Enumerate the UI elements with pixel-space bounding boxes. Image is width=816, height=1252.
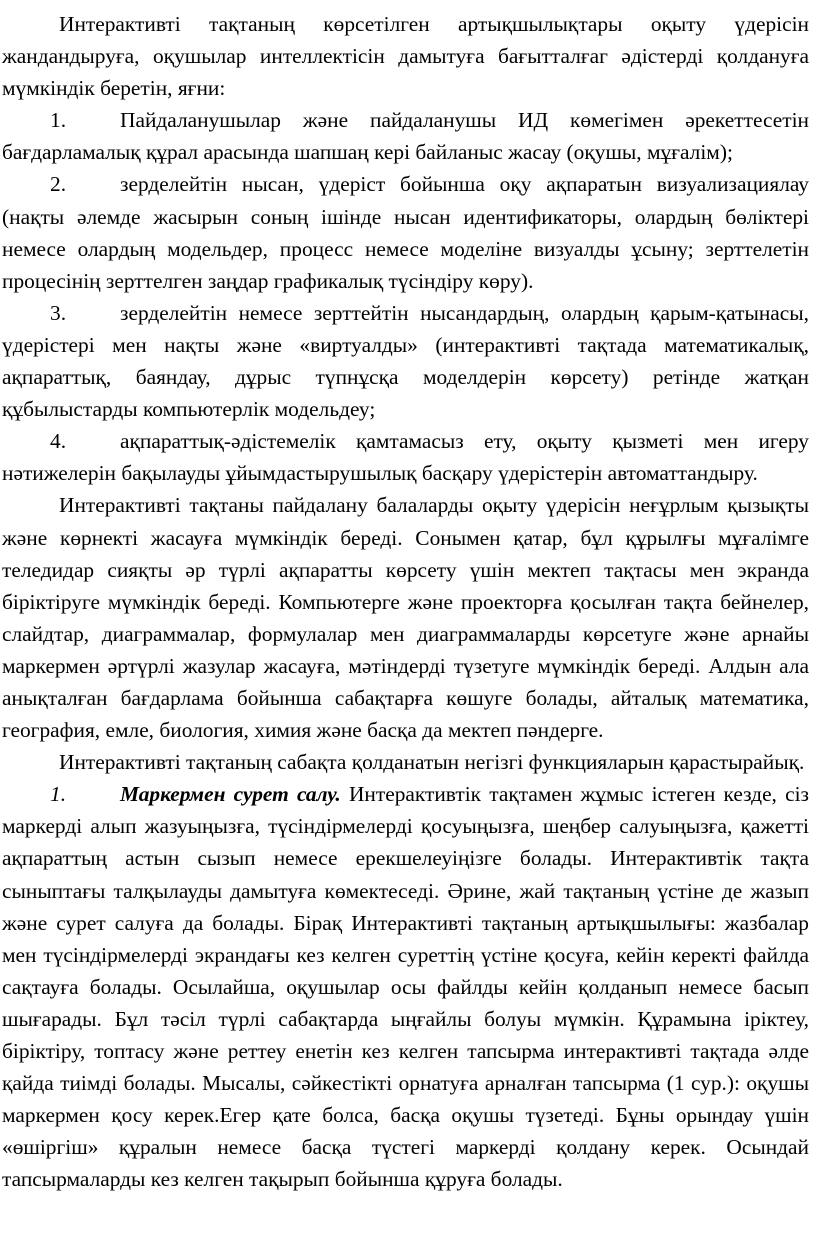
list-item bbox=[2, 297, 809, 425]
list-item-number: 3. bbox=[50, 300, 67, 325]
list-item-text: Пайдаланушылар және пайдаланушы ИД көмегімен әрекеттесетін бағдарламалық құрал арасында шапшаң кері байланыс жасау (оқушы, мұғалім); bbox=[2, 108, 809, 165]
list-item-text: зерделейтін немесе зерттейтін нысандардың, олардың қарым-қатынасы, үдерістері мен нақты және «виртуалды» (интерактивті тақтада математикалық, ақпараттық, баяндау, дұрыс түпнұсқа моделдерін көрсету) ретінде жатқан құбылыстарды компьютерлік модельдеу; bbox=[2, 300, 809, 422]
list-item-number: 4. bbox=[50, 429, 67, 454]
function-item-text: Интерактивтік тақтамен жұмыс істеген кезде, сіз маркерді алып жазуыңызға, түсіндірмелерді қосуыңызға, шеңбер салуыңызға, қажетті ақпараттың астын сызып немесе ерекшелеуіңізге болады. Интерактивтік тақта сыныптағы талқылауды дамытуға көмектеседі. Әрине, жай тақтаның үстіне де жазып және сурет салуға да болады. Бірақ Интерактивті тақтаның артықшылығы: жазбалар мен түсіндірмелерді экрандағы кез келген суреттің үстіне қосуға, кейін керекті файлда сақтауға болады. Осылайша, оқушылар осы файлды кейін қолданып немесе басып шығарады. Бұл тәсіл түрлі сабақтарда ыңғайлы болуы мүмкін. Құрамына іріктеу, біріктіру, топтасу және реттеу енетін кез келген тапсырма интерактивті тақтада әлде қайда тиімді болады. Мысалы, сәйкестікті орнатуға арналған тапсырма (1 сур.): оқушы маркермен қосу керек.Егер қате болса, басқа оқушы түзетеді. Бұны орындау үшін «өшіргіш» құралын немесе басқа түстегі маркерді қолдану керек. Осындай тапсырмаларды кез келген тақырып бойынша құруға болады. bbox=[2, 782, 809, 1192]
list-item-number: 1. bbox=[50, 108, 67, 133]
list-item bbox=[2, 104, 809, 168]
function-item-heading: Маркермен сурет салу. bbox=[120, 782, 341, 807]
list-item-text: ақпараттық-әдістемелік қамтамасыз ету, оқыту қызметі мен игеру нәтижелерін бақылауды ұйымдастырушылық басқару үдерістерін автоматтандыру. bbox=[2, 429, 809, 486]
list-item-number: 2. bbox=[50, 172, 67, 197]
list-item bbox=[2, 168, 809, 296]
functions-intro-paragraph: Интерактивті тақтаның сабақта қолданатын негізгі функцияларын қарастырайық. bbox=[59, 750, 805, 775]
list-item-text: зерделейтін нысан, үдеріст бойынша оқу ақпаратын визуализациялау (нақты әлемде жасырын соның ішінде нысан идентификаторы, олардың бөліктері немесе олардың модельдер, процесс немесе моделіне визуалды ұсыну; зерттелетін процесінің зерттелген заңдар графикалық түсіндіру көру). bbox=[2, 172, 809, 293]
intro-paragraph: Интерактивті тақтаның көрсетілген артықшылықтары оқыту үдерісін жандандыруға, оқушылар интеллектісін дамытуға бағытталғаг әдістерді қолдануға мүмкіндік беретін, яғни: bbox=[2, 12, 809, 101]
list-item bbox=[2, 425, 809, 489]
body-paragraph: Интерактивті тақтаны пайдалану балаларды оқыту үдерісін неғұрлым қызықты және көрнекті жасауға мүмкіндік береді. Сонымен қатар, бұл құрылғы мұғалімге теледидар сияқты әр түрлі ақпаратты көрсету үшін мектеп тақтасы мен экранда біріктіруге мүмкіндік береді. Компьютерге және проекторға қосылған тақта бейнелер, слайдтар, диаграммалар, формулалар мен диаграммаларды көрсетуге және арнайы маркермен әртүрлі жазулар жасауға, мәтіндерді түзетуге мүмкіндік береді. Алдын ала анықталған бағдарлама бойынша сабақтарға көшуге болады, айталық математика, география, емле, биология, химия және басқа да мектеп пәндерге. bbox=[2, 493, 809, 743]
function-item-number: 1. bbox=[50, 782, 67, 807]
function-item bbox=[2, 778, 809, 1195]
